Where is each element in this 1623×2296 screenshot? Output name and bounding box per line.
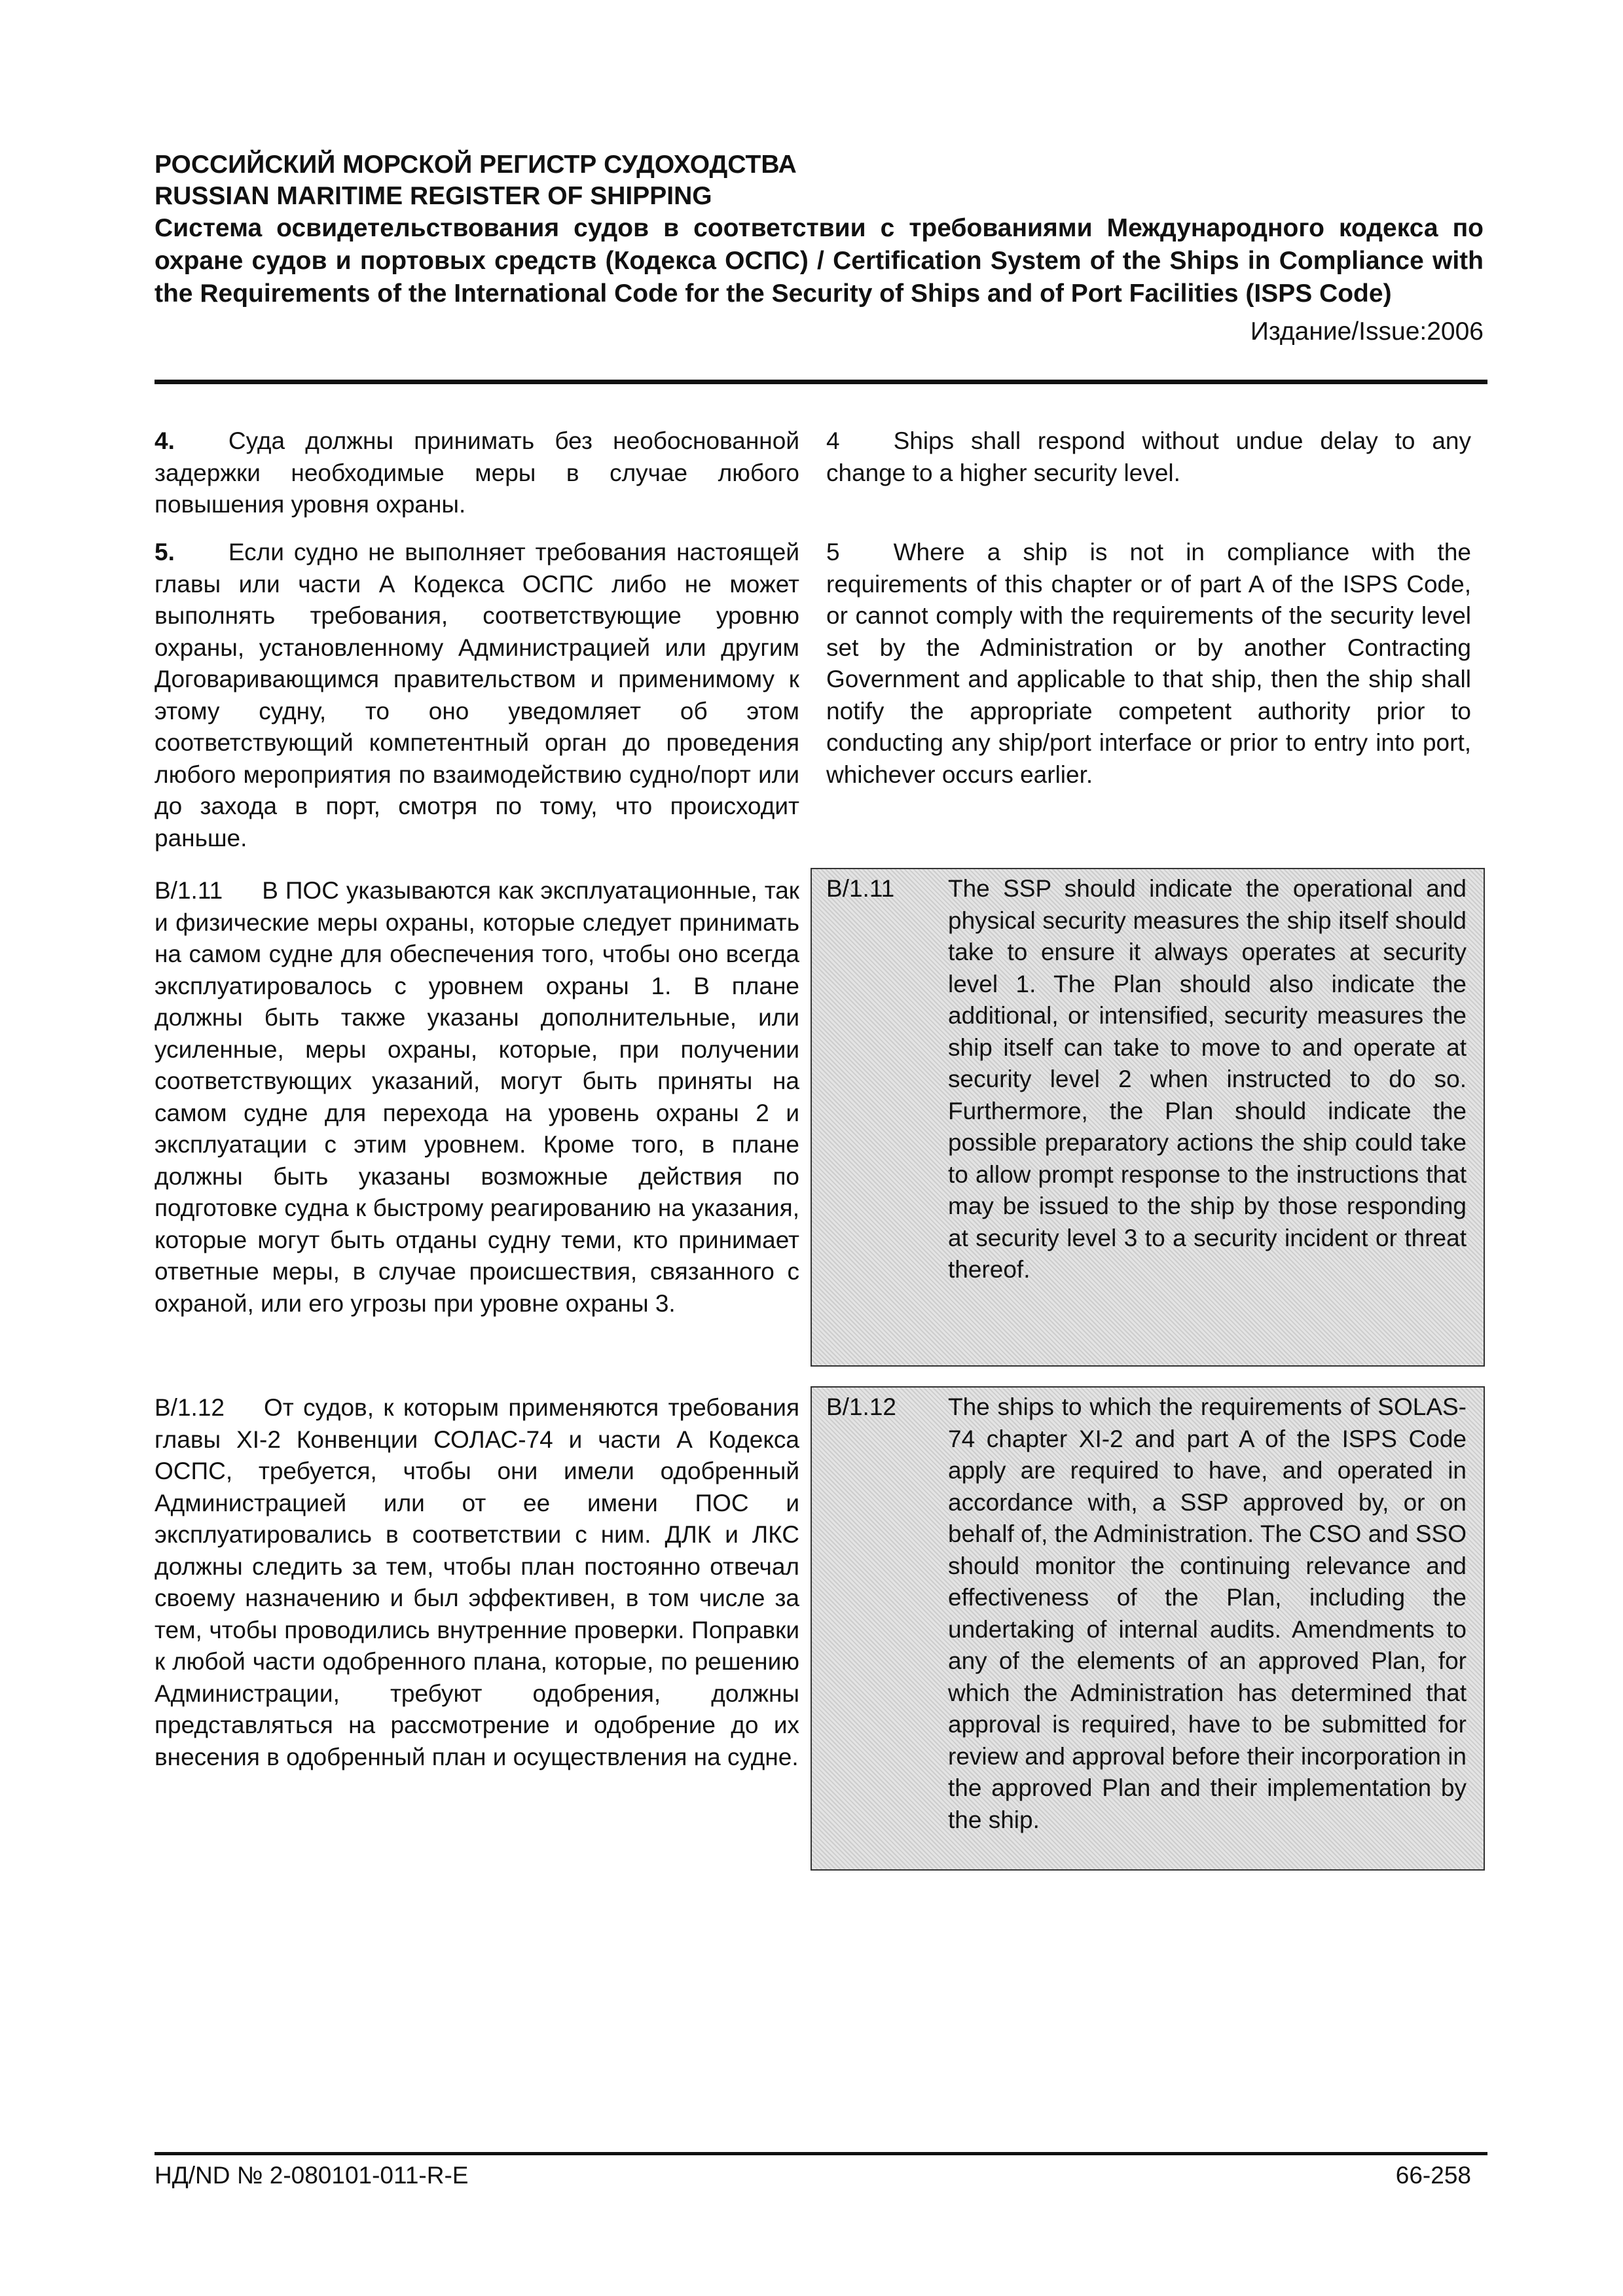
- section-b112-en-box: [811, 1386, 1485, 1871]
- header-divider: [155, 380, 1487, 384]
- section-text: Where a ship is not in compliance with the requirements of this chapter or of part A of the ISPS Code, or cannot comply with the requirements of the security level set by the Administration or by another Contracting Government and applicable to that ship, then the ship shall notify the appropriate competent authority prior to conducting any ship/port interface or prior to entry into port, whichever occurs earlier.: [826, 539, 1471, 788]
- section-number: 4.: [155, 427, 175, 454]
- issue-label: Издание/Issue:2006: [1250, 317, 1484, 346]
- org-name-en: RUSSIAN MARITIME REGISTER OF SHIPPING: [155, 182, 712, 210]
- section-text: The ships to which the requirements of SOLAS-74 chapter XI-2 and part A of the ISPS Code apply are required to have, and operated in accordance with, a SSP approved by, or on behalf of, the Administration. The CSO and SSO should monitor the continuing relevance and effectiveness of the Plan, including the undertaking of internal audits. Amendments to any of the elements of an approved Plan, for which the Administration has determined that approval is required, have to be submitted for review and approval before their incorporation in the approved Plan and their implementation by the ship.: [948, 1393, 1467, 1833]
- page-number: 66-258: [1395, 2162, 1471, 2189]
- section-code: B/1.12: [826, 1393, 896, 1420]
- section-b111-ru: [155, 875, 799, 1319]
- section-number: 4: [826, 427, 840, 454]
- section-4-ru: [155, 425, 799, 521]
- section-text: Ships shall respond without undue delay to any change to a higher security level.: [826, 427, 1471, 486]
- section-text: Если судно не выполняет требования настоящей главы или части А Кодекса ОСПС либо не может выполнять требования, соответствующие уровню охраны, установленному Администрацией или другим Договаривающимся правительством и применимому к этому судну, то оно уведомляет об этом соответствующий компетентный орган до проведения любого мероприятия по взаимодействию судно/порт или до захода в порт, смотря по тому, что происходит раньше.: [155, 539, 799, 852]
- section-b111-en-box: [811, 868, 1485, 1367]
- section-5-ru: [155, 537, 799, 854]
- section-b112-ru: [155, 1392, 799, 1773]
- section-text: Суда должны принимать без необоснованной задержки необходимые меры в случае любого повышения уровня охраны.: [155, 427, 799, 518]
- footer-divider: [155, 2152, 1487, 2155]
- org-name-ru: РОССИЙСКИЙ МОРСКОЙ РЕГИСТР СУДОХОДСТВА: [155, 151, 797, 179]
- page-header: [155, 149, 1484, 348]
- section-code: B/1.12: [155, 1394, 225, 1421]
- section-code: B/1.11: [826, 875, 895, 902]
- section-4-en: [826, 425, 1471, 489]
- document-number: НД/ND № 2-080101-011-R-E: [155, 2162, 469, 2189]
- section-text: В ПОС указываются как эксплуатационные, так и физические меры охраны, которые следует принимать на самом судне для обеспечения того, чтобы оно всегда эксплуатировалось с уровнем охраны 1. В плане должны быть также указаны дополнительные, или усиленные, меры охраны, которые, при получении соответствующих указаний, могут быть приняты на самом судне для перехода на уровень охраны 2 и эксплуатации с этим уровнем. Кроме того, в плане должны быть указаны возможные действия по подготовке судна к быстрому реагированию на указания, которые могут быть отданы судну теми, кто принимает ответные меры, в случае происшествия, связанного с охраной, или его угрозы при уровне охраны 3.: [155, 877, 799, 1317]
- section-number: 5.: [155, 539, 175, 565]
- section-code: B/1.11: [155, 877, 223, 904]
- system-title: Система освидетельствования судов в соответствии с требованиями Международного кодекса по охране судов и портовых средств (Кодекса ОСПС) / Certification System of the Ships in Compliance with the Requirements of the International Code for the Security of Ships and of Port Facilities (ISPS Code): [155, 214, 1484, 308]
- section-text: От судов, к которым применяются требования главы XI-2 Конвенции СОЛАС-74 и части А Кодекса ОСПС, требуется, чтобы они имели одобренный Администрацией или от ее имени ПОС и эксплуатировались в соответствии с ним. ДЛК и ЛКС должны следить за тем, чтобы план постоянно отвечал своему назначению и был эффективен, в том числе за тем, чтобы проводились внутренние проверки. Поправки к любой части одобренного плана, которые, по решению Администрации, требуют одобрения, должны представляться на рассмотрение и одобрение до их внесения в одобренный план и осуществления на судне.: [155, 1394, 799, 1770]
- section-number: 5: [826, 539, 840, 565]
- section-text: The SSP should indicate the operational and physical security measures the ship itself should take to ensure it always operates at security level 1. The Plan should also indicate the additional, or intensified, security measures the ship itself can take to move to and operate at security level 2 when instructed to do so. Furthermore, the Plan should indicate the possible preparatory actions the ship could take to allow prompt response to the instructions that may be issued to the ship by those responding at security level 3 to a security incident or threat thereof.: [948, 875, 1467, 1283]
- section-5-en: [826, 537, 1471, 791]
